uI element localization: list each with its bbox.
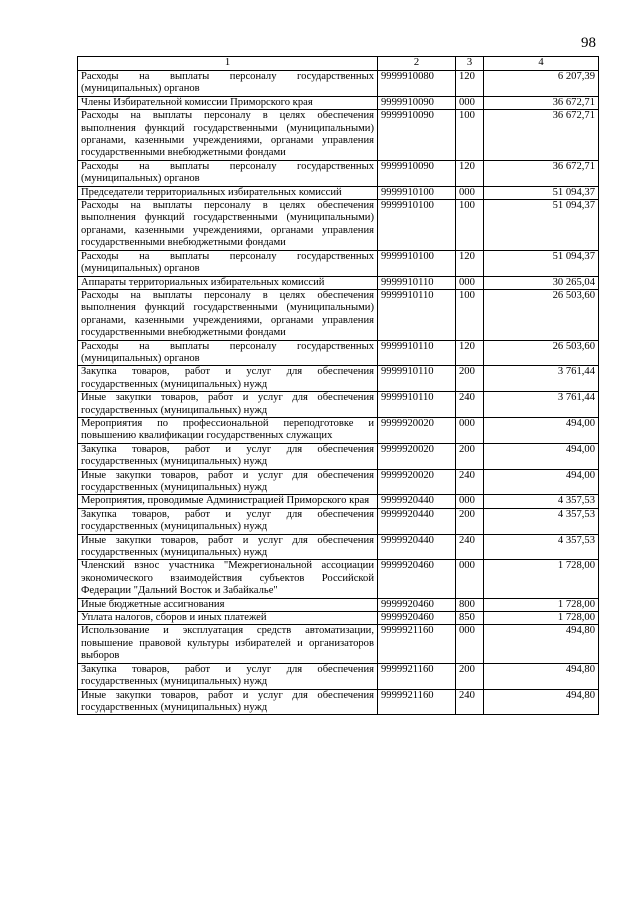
row-code: 9999910110 <box>378 289 456 340</box>
row-code: 9999920460 <box>378 612 456 625</box>
row-name: Члены Избирательной комиссии Приморского края <box>78 96 378 109</box>
table-row <box>78 598 599 611</box>
row-amount: 3 761,44 <box>484 392 599 418</box>
row-type: 120 <box>456 71 484 97</box>
table-row <box>78 186 599 199</box>
row-amount: 36 672,71 <box>484 160 599 186</box>
row-amount: 36 672,71 <box>484 96 599 109</box>
table-row <box>78 534 599 560</box>
row-type: 000 <box>456 186 484 199</box>
row-type: 000 <box>456 96 484 109</box>
table-row <box>78 366 599 392</box>
table-row <box>78 469 599 495</box>
row-name: Мероприятия, проводимые Администрацией Приморского края <box>78 495 378 508</box>
row-code: 9999921160 <box>378 689 456 715</box>
table-row <box>78 110 599 161</box>
row-name: Иные закупки товаров, работ и услуг для обеспечения государственных (муниципальных) нужд <box>78 392 378 418</box>
row-amount: 51 094,37 <box>484 200 599 251</box>
row-type: 200 <box>456 366 484 392</box>
row-code: 9999910110 <box>378 366 456 392</box>
row-amount: 6 207,39 <box>484 71 599 97</box>
row-type: 100 <box>456 289 484 340</box>
row-code: 9999910100 <box>378 200 456 251</box>
row-type: 850 <box>456 612 484 625</box>
row-type: 200 <box>456 663 484 689</box>
table-row <box>78 508 599 534</box>
row-code: 9999910100 <box>378 250 456 276</box>
row-amount: 30 265,04 <box>484 276 599 289</box>
row-name: Закупка товаров, работ и услуг для обеспечения государственных (муниципальных) нужд <box>78 508 378 534</box>
row-amount: 4 357,53 <box>484 534 599 560</box>
row-type: 100 <box>456 200 484 251</box>
row-code: 9999920460 <box>378 560 456 598</box>
table-row <box>78 560 599 598</box>
row-amount: 1 728,00 <box>484 598 599 611</box>
row-amount: 1 728,00 <box>484 560 599 598</box>
row-code: 9999920020 <box>378 469 456 495</box>
row-name: Расходы на выплаты персоналу государственных (муниципальных) органов <box>78 250 378 276</box>
row-type: 100 <box>456 110 484 161</box>
row-type: 200 <box>456 508 484 534</box>
row-code: 9999920440 <box>378 534 456 560</box>
row-amount: 51 094,37 <box>484 186 599 199</box>
row-name: Использование и эксплуатация средств автоматизации, повышение правовой культуры избирателей и организаторов выборов <box>78 625 378 663</box>
row-code: 9999910090 <box>378 96 456 109</box>
row-code: 9999920440 <box>378 495 456 508</box>
row-name: Иные закупки товаров, работ и услуг для обеспечения государственных (муниципальных) нужд <box>78 469 378 495</box>
row-amount: 36 672,71 <box>484 110 599 161</box>
row-name: Иные закупки товаров, работ и услуг для обеспечения государственных (муниципальных) нужд <box>78 689 378 715</box>
table-row <box>78 689 599 715</box>
row-code: 9999920020 <box>378 443 456 469</box>
table-row <box>78 160 599 186</box>
row-name: Расходы на выплаты персоналу в целях обеспечения выполнения функций государственными (муниципальными) органами, казенными учреждениями, органами управления государственными внебюджетными фондами <box>78 289 378 340</box>
row-type: 240 <box>456 534 484 560</box>
table-row <box>78 71 599 97</box>
table-row <box>78 663 599 689</box>
row-amount: 494,00 <box>484 443 599 469</box>
row-name: Членский взнос участника "Межрегиональной ассоциации экономического взаимодействия субъектов Российской Федерации "Дальний Восток и Забайкалье" <box>78 560 378 598</box>
row-name: Закупка товаров, работ и услуг для обеспечения государственных (муниципальных) нужд <box>78 366 378 392</box>
row-name: Расходы на выплаты персоналу государственных (муниципальных) органов <box>78 340 378 366</box>
row-name: Мероприятия по профессиональной переподготовке и повышению квалификации государственных служащих <box>78 417 378 443</box>
row-code: 9999910090 <box>378 160 456 186</box>
row-amount: 3 761,44 <box>484 366 599 392</box>
page-number: 98 <box>581 35 596 51</box>
column-header-1: 1 <box>78 57 378 71</box>
row-code: 9999910110 <box>378 276 456 289</box>
table-row <box>78 495 599 508</box>
row-type: 240 <box>456 469 484 495</box>
row-type: 120 <box>456 160 484 186</box>
row-name: Аппараты территориальных избирательных комиссий <box>78 276 378 289</box>
row-type: 000 <box>456 625 484 663</box>
row-type: 000 <box>456 560 484 598</box>
row-amount: 4 357,53 <box>484 495 599 508</box>
row-name: Иные бюджетные ассигнования <box>78 598 378 611</box>
row-name: Расходы на выплаты персоналу в целях обеспечения выполнения функций государственными (муниципальными) органами, казенными учреждениями, органами управления государственными внебюджетными фондами <box>78 110 378 161</box>
table-row <box>78 417 599 443</box>
row-amount: 26 503,60 <box>484 289 599 340</box>
row-amount: 494,80 <box>484 625 599 663</box>
table-row <box>78 612 599 625</box>
column-header-2: 2 <box>378 57 456 71</box>
row-code: 9999910090 <box>378 110 456 161</box>
row-code: 9999910080 <box>378 71 456 97</box>
row-type: 800 <box>456 598 484 611</box>
row-amount: 26 503,60 <box>484 340 599 366</box>
table-row <box>78 625 599 663</box>
column-header-4: 4 <box>484 57 599 71</box>
row-type: 240 <box>456 689 484 715</box>
row-code: 9999910110 <box>378 392 456 418</box>
row-type: 000 <box>456 276 484 289</box>
row-amount: 1 728,00 <box>484 612 599 625</box>
row-amount: 494,80 <box>484 663 599 689</box>
row-amount: 51 094,37 <box>484 250 599 276</box>
row-amount: 494,00 <box>484 469 599 495</box>
budget-table <box>77 56 599 715</box>
row-code: 9999910110 <box>378 340 456 366</box>
row-code: 9999910100 <box>378 186 456 199</box>
row-type: 240 <box>456 392 484 418</box>
row-code: 9999920440 <box>378 508 456 534</box>
row-name: Расходы на выплаты персоналу государственных (муниципальных) органов <box>78 160 378 186</box>
row-name: Уплата налогов, сборов и иных платежей <box>78 612 378 625</box>
row-name: Расходы на выплаты персоналу государственных (муниципальных) органов <box>78 71 378 97</box>
table-row <box>78 443 599 469</box>
row-name: Расходы на выплаты персоналу в целях обеспечения выполнения функций государственными (муниципальными) органами, казенными учреждениями, органами управления государственными внебюджетными фондами <box>78 200 378 251</box>
table-row <box>78 200 599 251</box>
row-code: 9999921160 <box>378 625 456 663</box>
row-name: Председатели территориальных избирательных комиссий <box>78 186 378 199</box>
row-name: Иные закупки товаров, работ и услуг для обеспечения государственных (муниципальных) нужд <box>78 534 378 560</box>
row-code: 9999921160 <box>378 663 456 689</box>
row-type: 200 <box>456 443 484 469</box>
table-row <box>78 392 599 418</box>
table-row <box>78 250 599 276</box>
row-type: 120 <box>456 250 484 276</box>
row-name: Закупка товаров, работ и услуг для обеспечения государственных (муниципальных) нужд <box>78 443 378 469</box>
row-type: 000 <box>456 495 484 508</box>
table-header-row <box>78 57 599 71</box>
row-name: Закупка товаров, работ и услуг для обеспечения государственных (муниципальных) нужд <box>78 663 378 689</box>
table-row <box>78 96 599 109</box>
table-row <box>78 340 599 366</box>
row-amount: 4 357,53 <box>484 508 599 534</box>
column-header-3: 3 <box>456 57 484 71</box>
table-row <box>78 289 599 340</box>
row-amount: 494,00 <box>484 417 599 443</box>
table-row <box>78 276 599 289</box>
row-amount: 494,80 <box>484 689 599 715</box>
row-code: 9999920460 <box>378 598 456 611</box>
row-type: 120 <box>456 340 484 366</box>
row-code: 9999920020 <box>378 417 456 443</box>
row-type: 000 <box>456 417 484 443</box>
